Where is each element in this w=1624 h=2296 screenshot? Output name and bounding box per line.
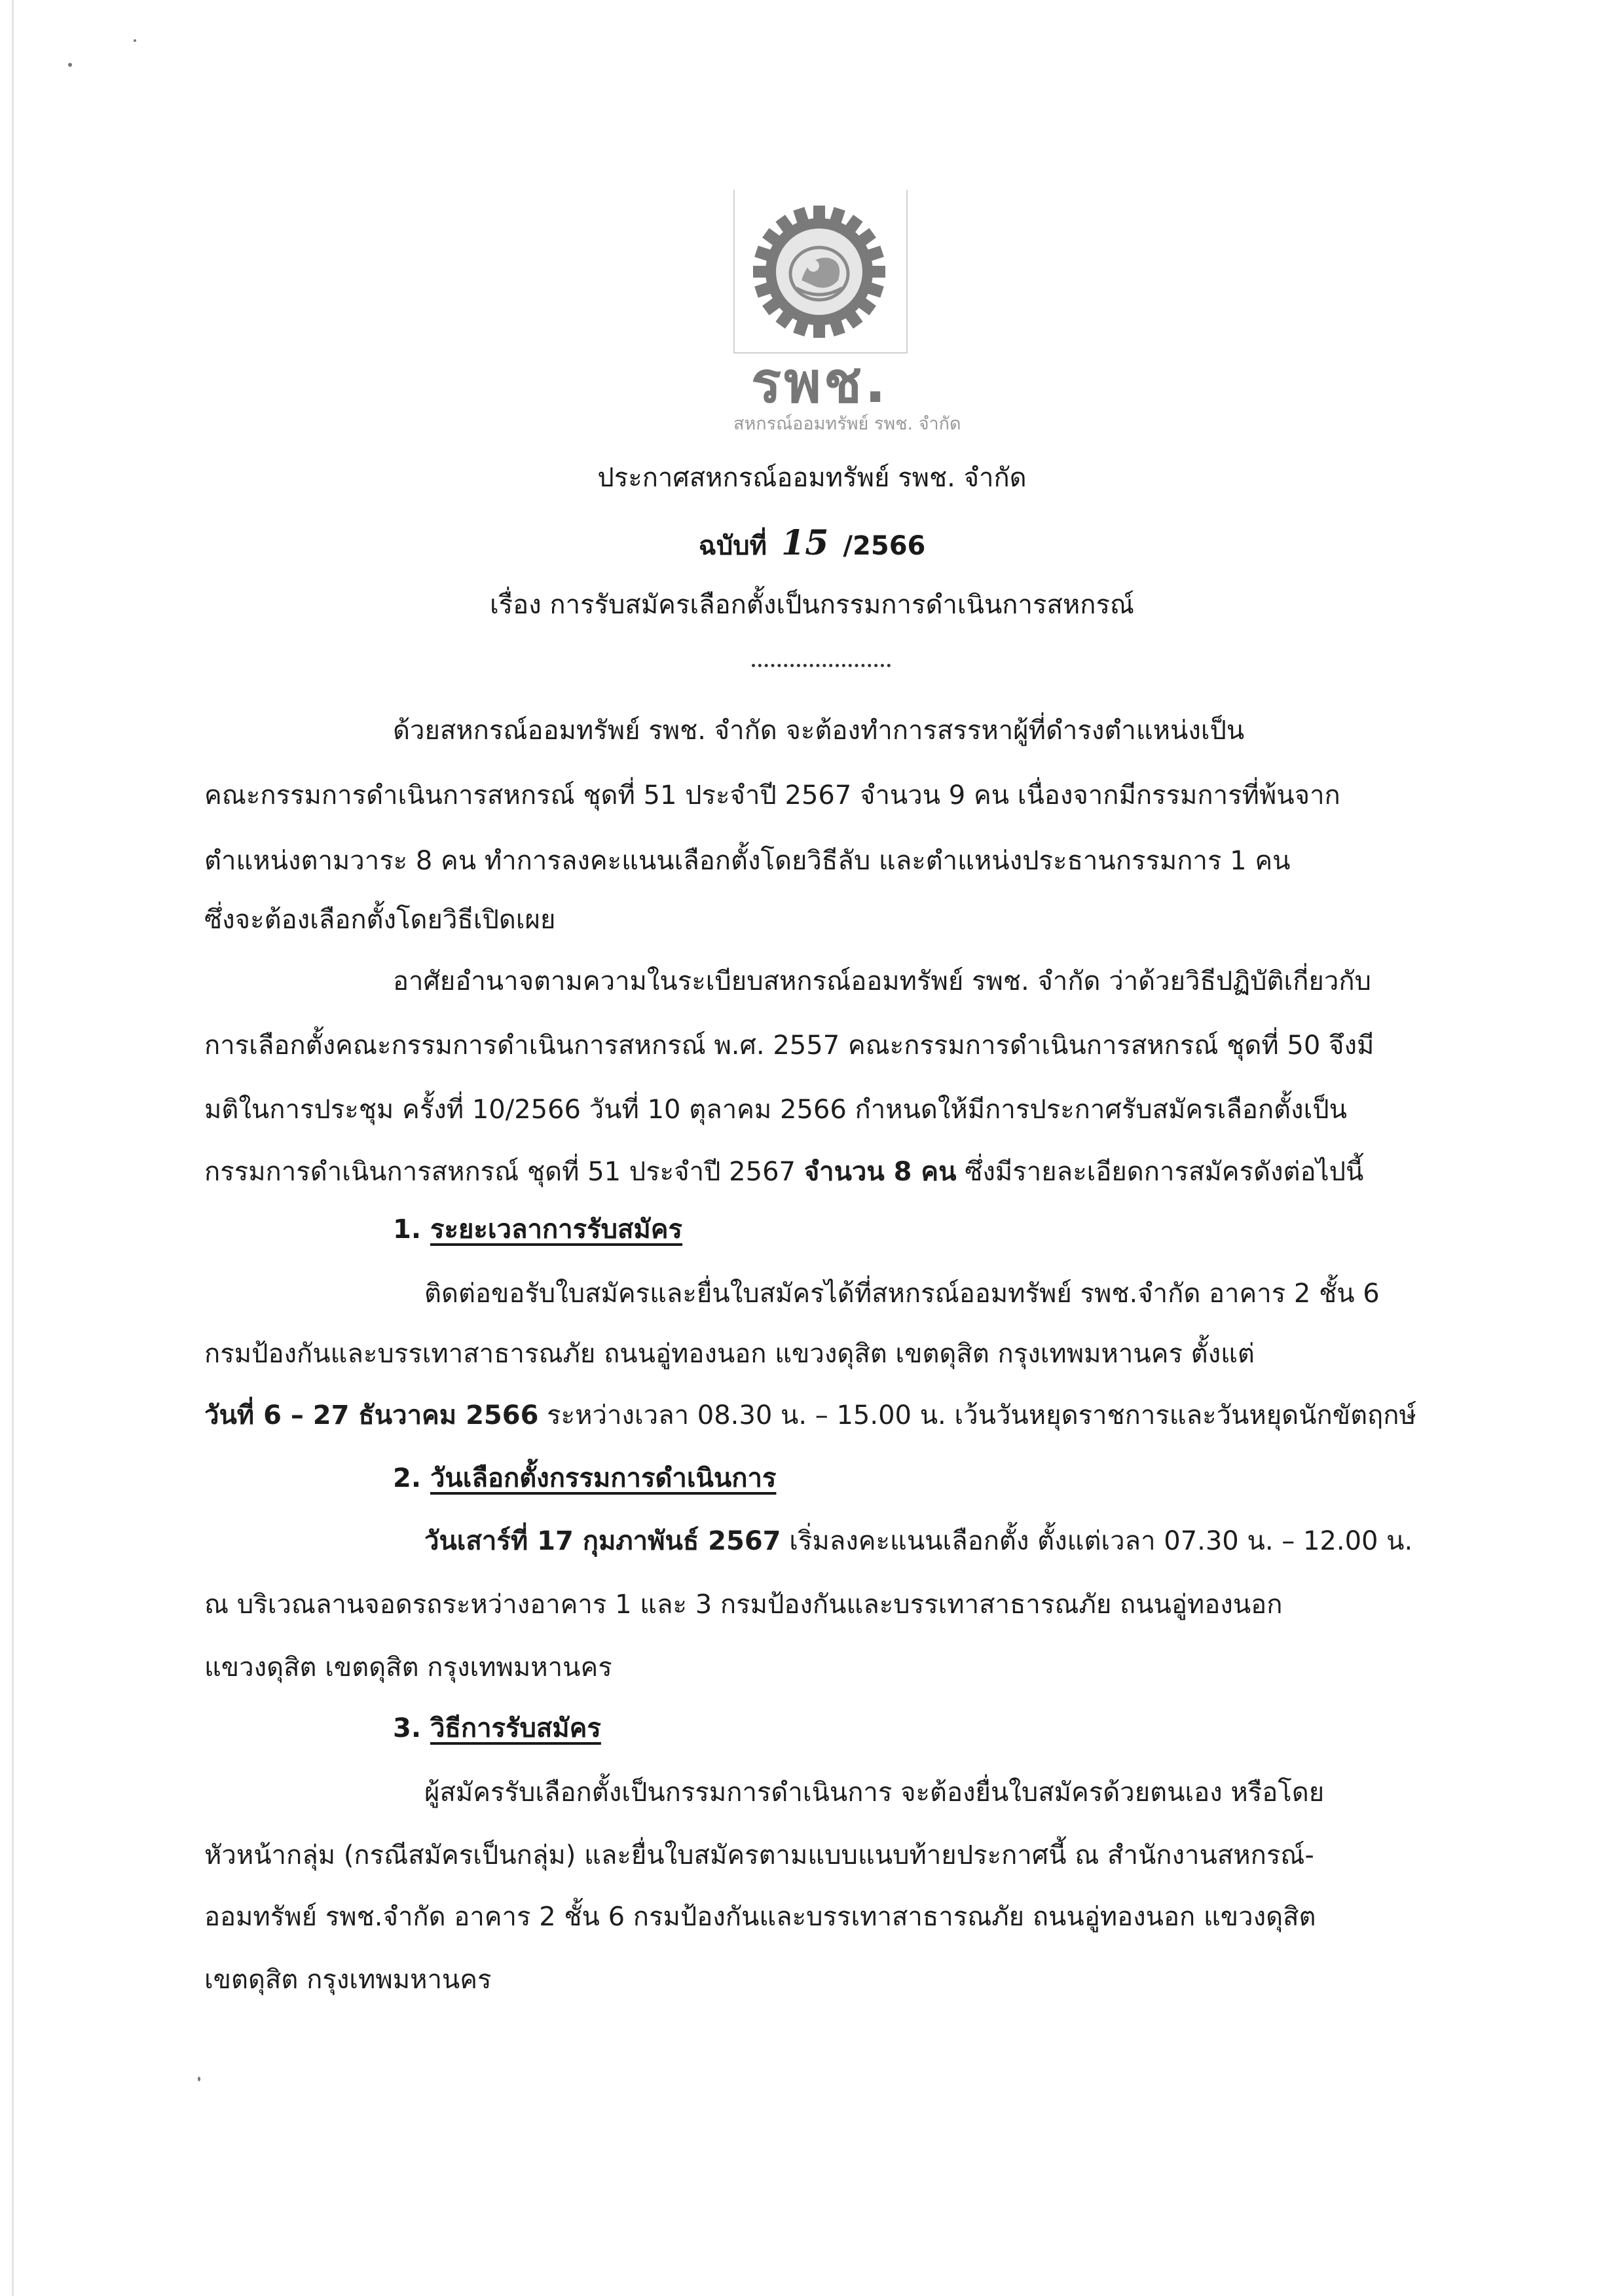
issue-line <box>0 524 1624 566</box>
scan-speck <box>198 2077 200 2081</box>
paragraph-line: คณะกรรมการดำเนินการสหกรณ์ ชุดที่ 51 ประจำปี 2567 จำนวน 9 คน เนื่องจากมีกรรมการที่พ้นจาก <box>204 780 1340 811</box>
paragraph-line: อาศัยอำนาจตามความในระเบียบสหกรณ์ออมทรัพย์ รพช. จำกัด ว่าด้วยวิธีปฏิบัติเกี่ยวกับ <box>393 966 1371 996</box>
announcement-title: ประกาศสหกรณ์ออมทรัพย์ รพช. จำกัด <box>597 463 1027 493</box>
paragraph-line: ซึ่งจะต้องเลือกตั้งโดยวิธีเปิดเผย <box>204 905 556 935</box>
section-3-heading <box>393 1707 601 1749</box>
issue-number-handwritten: 15 <box>781 523 829 563</box>
paragraph-line <box>204 1394 1435 1436</box>
paragraph-line: กรมป้องกันและบรรเทาสาธารณภัย ถนนอู่ทองนอก แขวงดุสิต เขตดุสิต กรุงเทพมหานคร ตั้งแต่ <box>204 1339 1255 1369</box>
text-run: ระหว่างเวลา 08.30 น. – 15.00 น. เว้นวันหยุดราชการและวันหยุดนักขัตฤกษ์ <box>538 1400 1416 1430</box>
application-dates: วันที่ 6 – 27 ธันวาคม 2566 <box>204 1400 539 1430</box>
paragraph-line: ด้วยสหกรณ์ออมทรัพย์ รพช. จำกัด จะต้องทำการสรรหาผู้ที่ดำรงตำแหน่งเป็น <box>393 716 1245 746</box>
separator-line <box>752 664 891 667</box>
section-number: 1. <box>393 1214 422 1245</box>
scan-edge <box>12 0 14 2296</box>
announcement-subject: เรื่อง การรับสมัครเลือกตั้งเป็นกรรมการดำเนินการสหกรณ์ <box>489 590 1135 620</box>
scan-speck <box>134 39 136 42</box>
logo-abbreviation: รพช. <box>733 352 906 412</box>
paragraph-line: ตำแหน่งตามวาระ 8 คน ทำการลงคะแนนเลือกตั้งโดยวิธีลับ และตำแหน่งประธานกรรมการ 1 คน <box>204 846 1291 876</box>
election-date: วันเสาร์ที่ 17 กุมภาพันธ์ 2567 <box>424 1526 781 1556</box>
scan-speck <box>68 63 72 67</box>
paragraph-line: แขวงดุสิต เขตดุสิต กรุงเทพมหานคร <box>204 1652 612 1683</box>
paragraph-line: การเลือกตั้งคณะกรรมการดำเนินการสหกรณ์ พ.ศ. 2557 คณะกรรมการดำเนินการสหกรณ์ ชุดที่ 50 จึงมี <box>204 1030 1375 1061</box>
paragraph-line: ณ บริเวณลานจอดรถระหว่างอาคาร 1 และ 3 กรมป้องกันและบรรเทาสาธารณภัย ถนนอู่ทองนอก <box>204 1590 1283 1620</box>
section-number: 2. <box>393 1463 422 1493</box>
section-1-heading <box>393 1209 682 1250</box>
issue-year: /2566 <box>843 531 926 561</box>
paragraph-line: ออมทรัพย์ รพช.จำกัด อาคาร 2 ชั้น 6 กรมป้องกันและบรรเทาสาธารณภัย ถนนอู่ทองนอก แขวงดุสิต <box>204 1902 1316 1932</box>
paragraph-line: ผู้สมัครรับเลือกตั้งเป็นกรรมการดำเนินการ จะต้องยื่นใบสมัครด้วยตนเอง หรือโดย <box>424 1777 1325 1808</box>
paragraph-line: ติดต่อขอรับใบสมัครและยื่นใบสมัครได้ที่สหกรณ์ออมทรัพย์ รพช.จำกัด อาคาร 2 ชั้น 6 <box>424 1279 1380 1309</box>
section-title: วิธีการรับสมัคร <box>430 1713 601 1743</box>
text-run: ซึ่งมีรายละเอียดการสมัครดังต่อไปนี้ <box>956 1157 1364 1187</box>
text-run: เริ่มลงคะแนนเลือกตั้ง ตั้งแต่เวลา 07.30 น. – 12.00 น. <box>781 1526 1413 1556</box>
gear-emblem-icon <box>750 203 888 340</box>
paragraph-line: หัวหน้ากลุ่ม (กรณีสมัครเป็นกลุ่ม) และยื่นใบสมัครตามแบบแนบท้ายประกาศนี้ ณ สำนักงานสหกรณ์- <box>204 1840 1314 1870</box>
section-title: ระยะเวลาการรับสมัคร <box>430 1214 683 1245</box>
paragraph-line: เขตดุสิต กรุงเทพมหานคร <box>204 1965 492 1995</box>
issue-prefix: ฉบับที่ <box>698 531 767 561</box>
logo-subtitle: สหกรณ์ออมทรัพย์ รพช. จำกัด <box>733 414 961 434</box>
section-title: วันเลือกตั้งกรรมการดำเนินการ <box>430 1463 777 1493</box>
section-number: 3. <box>393 1713 422 1743</box>
member-count-emphasis: จำนวน 8 คน <box>803 1157 957 1187</box>
paragraph-line: มติในการประชุม ครั้งที่ 10/2566 วันที่ 10 ตุลาคม 2566 กำหนดให้มีการประกาศรับสมัครเลือกตั้งเป็น <box>204 1095 1347 1125</box>
section-2-heading <box>393 1457 776 1499</box>
text-run: กรรมการดำเนินการสหกรณ์ ชุดที่ 51 ประจำปี 2567 <box>204 1157 804 1187</box>
paragraph-line <box>424 1520 1435 1562</box>
cooperative-logo <box>733 190 961 445</box>
paragraph-line <box>204 1151 1435 1193</box>
